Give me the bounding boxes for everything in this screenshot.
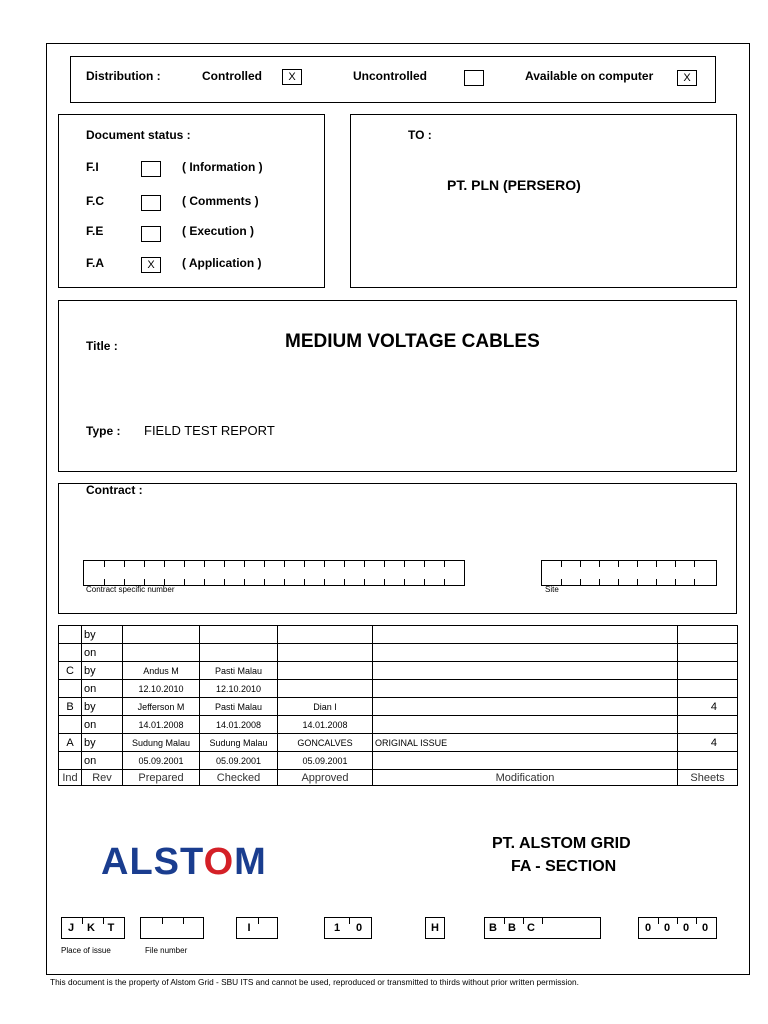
revision-row bbox=[59, 662, 738, 680]
revision-kind-cell: on bbox=[82, 752, 123, 770]
contract-label: Contract : bbox=[86, 483, 143, 497]
uncontrolled-label: Uncontrolled bbox=[353, 69, 427, 83]
status-checkbox-fe[interactable] bbox=[141, 226, 161, 242]
revision-prepared-cell: 05.09.2001 bbox=[123, 752, 200, 770]
status-code-fc: F.C bbox=[86, 194, 104, 208]
bbc-char-2: B bbox=[508, 922, 516, 934]
alstom-logo bbox=[101, 838, 267, 886]
company-name: PT. ALSTOM GRID bbox=[492, 835, 631, 852]
revision-approved-cell bbox=[278, 680, 373, 698]
revision-checked-cell: 14.01.2008 bbox=[200, 716, 278, 734]
header-ind: Ind bbox=[59, 770, 82, 786]
title-label: Title : bbox=[86, 339, 118, 353]
alstom-logo-letter: M bbox=[234, 841, 267, 883]
contract-number-caption: Contract specific number bbox=[86, 585, 175, 594]
revision-kind-cell: on bbox=[82, 716, 123, 734]
revision-ind-cell: C bbox=[59, 662, 82, 680]
bbc-field[interactable] bbox=[484, 917, 601, 939]
document-type: FIELD TEST REPORT bbox=[144, 423, 275, 438]
revision-header-row bbox=[59, 770, 738, 786]
place-of-issue-field[interactable] bbox=[61, 917, 125, 939]
header-modification: Modification bbox=[373, 770, 678, 786]
sequence-field[interactable] bbox=[638, 917, 717, 939]
alstom-logo-letter: S bbox=[153, 841, 181, 883]
revision-checked-cell: 12.10.2010 bbox=[200, 680, 278, 698]
recipient-name: PT. PLN (PERSERO) bbox=[447, 177, 581, 193]
revision-kind-cell: by bbox=[82, 734, 123, 752]
alstom-logo-letter: T bbox=[180, 841, 204, 883]
status-desc-fa: ( Application ) bbox=[182, 256, 262, 270]
revision-row bbox=[59, 626, 738, 644]
header-checked: Checked bbox=[200, 770, 278, 786]
revision-prepared-cell: Jefferson M bbox=[123, 698, 200, 716]
revision-table bbox=[58, 625, 738, 786]
header-prepared: Prepared bbox=[123, 770, 200, 786]
revision-modification-cell bbox=[373, 644, 678, 662]
revision-checked-cell: Sudung Malau bbox=[200, 734, 278, 752]
status-code-fa: F.A bbox=[86, 256, 104, 270]
revision-ind-cell: A bbox=[59, 734, 82, 752]
revision-prepared-cell: 12.10.2010 bbox=[123, 680, 200, 698]
doc-letter-char: I bbox=[247, 922, 251, 934]
status-code-fi: F.I bbox=[86, 160, 99, 174]
status-desc-fe: ( Execution ) bbox=[182, 224, 255, 238]
revision-row bbox=[59, 716, 738, 734]
distribution-label: Distribution : bbox=[86, 69, 161, 83]
status-desc-fi: ( Information ) bbox=[182, 160, 263, 174]
number-char-2: 0 bbox=[355, 922, 363, 934]
site-field[interactable] bbox=[541, 560, 717, 586]
revision-modification-cell bbox=[373, 752, 678, 770]
document-status-label: Document status : bbox=[86, 128, 191, 142]
h-field[interactable] bbox=[425, 917, 445, 939]
type-label: Type : bbox=[86, 424, 121, 438]
place-char-3: T bbox=[107, 922, 115, 934]
revision-approved-cell: Dian I bbox=[278, 698, 373, 716]
revision-kind-cell: on bbox=[82, 680, 123, 698]
to-label: TO : bbox=[408, 128, 432, 142]
computer-label: Available on computer bbox=[525, 69, 654, 83]
revision-row bbox=[59, 734, 738, 752]
revision-ind-cell bbox=[59, 716, 82, 734]
revision-approved-cell: 05.09.2001 bbox=[278, 752, 373, 770]
title-box bbox=[58, 300, 737, 472]
place-char-2: K bbox=[87, 922, 95, 934]
seq-char-2: 0 bbox=[663, 922, 671, 934]
revision-checked-cell bbox=[200, 644, 278, 662]
header-sheets: Sheets bbox=[678, 770, 738, 786]
file-number-field[interactable] bbox=[140, 917, 204, 939]
footer-notice: This document is the property of Alstom Grid - SBU ITS and cannot be used, reproduced or transmitted to thirds without prior written permission. bbox=[50, 977, 579, 987]
revision-kind-cell: by bbox=[82, 698, 123, 716]
revision-sheets-cell bbox=[678, 662, 738, 680]
revision-checked-cell: Pasti Malau bbox=[200, 662, 278, 680]
revision-row bbox=[59, 752, 738, 770]
place-char-1: J bbox=[67, 922, 75, 934]
revision-approved-cell: 14.01.2008 bbox=[278, 716, 373, 734]
revision-sheets-cell bbox=[678, 626, 738, 644]
revision-prepared-cell: Sudung Malau bbox=[123, 734, 200, 752]
revision-modification-cell bbox=[373, 716, 678, 734]
revision-approved-cell bbox=[278, 644, 373, 662]
revision-ind-cell bbox=[59, 626, 82, 644]
revision-approved-cell: GONCALVES bbox=[278, 734, 373, 752]
revision-checked-cell: 05.09.2001 bbox=[200, 752, 278, 770]
revision-ind-cell bbox=[59, 680, 82, 698]
revision-sheets-cell bbox=[678, 680, 738, 698]
header-approved: Approved bbox=[278, 770, 373, 786]
status-desc-fc: ( Comments ) bbox=[182, 194, 259, 208]
revision-ind-cell bbox=[59, 644, 82, 662]
number-field[interactable] bbox=[324, 917, 372, 939]
revision-ind-cell: B bbox=[59, 698, 82, 716]
contract-number-field[interactable] bbox=[83, 560, 465, 586]
document-title: MEDIUM VOLTAGE CABLES bbox=[285, 331, 540, 352]
bbc-char-1: B bbox=[489, 922, 497, 934]
revision-kind-cell: by bbox=[82, 626, 123, 644]
revision-approved-cell bbox=[278, 662, 373, 680]
revision-sheets-cell bbox=[678, 752, 738, 770]
status-checkbox-fa[interactable]: X bbox=[141, 257, 161, 273]
bbc-char-3: C bbox=[527, 922, 535, 934]
revision-sheets-cell: 4 bbox=[678, 734, 738, 752]
revision-checked-cell bbox=[200, 626, 278, 644]
revision-ind-cell bbox=[59, 752, 82, 770]
number-char-1: 1 bbox=[333, 922, 341, 934]
revision-kind-cell: on bbox=[82, 644, 123, 662]
contract-box bbox=[58, 483, 737, 614]
revision-approved-cell bbox=[278, 626, 373, 644]
file-number-caption: File number bbox=[145, 946, 188, 955]
revision-row bbox=[59, 644, 738, 662]
alstom-logo-letter: L bbox=[129, 841, 154, 883]
revision-prepared-cell: Andus M bbox=[123, 662, 200, 680]
company-section: FA - SECTION bbox=[511, 858, 617, 875]
status-checkbox-fi[interactable] bbox=[141, 161, 161, 177]
seq-char-3: 0 bbox=[682, 922, 690, 934]
revision-sheets-cell bbox=[678, 644, 738, 662]
seq-char-4: 0 bbox=[701, 922, 709, 934]
status-checkbox-fc[interactable] bbox=[141, 195, 161, 211]
alstom-logo-o: O bbox=[203, 841, 235, 883]
computer-checkbox[interactable]: X bbox=[677, 70, 697, 86]
revision-kind-cell: by bbox=[82, 662, 123, 680]
revision-checked-cell: Pasti Malau bbox=[200, 698, 278, 716]
revision-sheets-cell bbox=[678, 716, 738, 734]
controlled-label: Controlled bbox=[202, 69, 262, 83]
revision-modification-cell: ORIGINAL ISSUE bbox=[373, 734, 678, 752]
revision-modification-cell bbox=[373, 698, 678, 716]
alstom-logo-letter: A bbox=[101, 841, 130, 883]
status-code-fe: F.E bbox=[86, 224, 104, 238]
revision-modification-cell bbox=[373, 662, 678, 680]
revision-modification-cell bbox=[373, 680, 678, 698]
uncontrolled-checkbox[interactable] bbox=[464, 70, 484, 86]
revision-prepared-cell: 14.01.2008 bbox=[123, 716, 200, 734]
seq-char-1: 0 bbox=[644, 922, 652, 934]
place-of-issue-caption: Place of issue bbox=[61, 946, 111, 955]
revision-prepared-cell bbox=[123, 644, 200, 662]
site-caption: Site bbox=[545, 585, 559, 594]
revision-prepared-cell bbox=[123, 626, 200, 644]
revision-sheets-cell: 4 bbox=[678, 698, 738, 716]
revision-row bbox=[59, 680, 738, 698]
doc-letter-field[interactable] bbox=[236, 917, 278, 939]
revision-modification-cell bbox=[373, 626, 678, 644]
revision-row bbox=[59, 698, 738, 716]
controlled-checkbox[interactable]: X bbox=[282, 69, 302, 85]
header-rev: Rev bbox=[82, 770, 123, 786]
h-char: H bbox=[431, 922, 439, 934]
